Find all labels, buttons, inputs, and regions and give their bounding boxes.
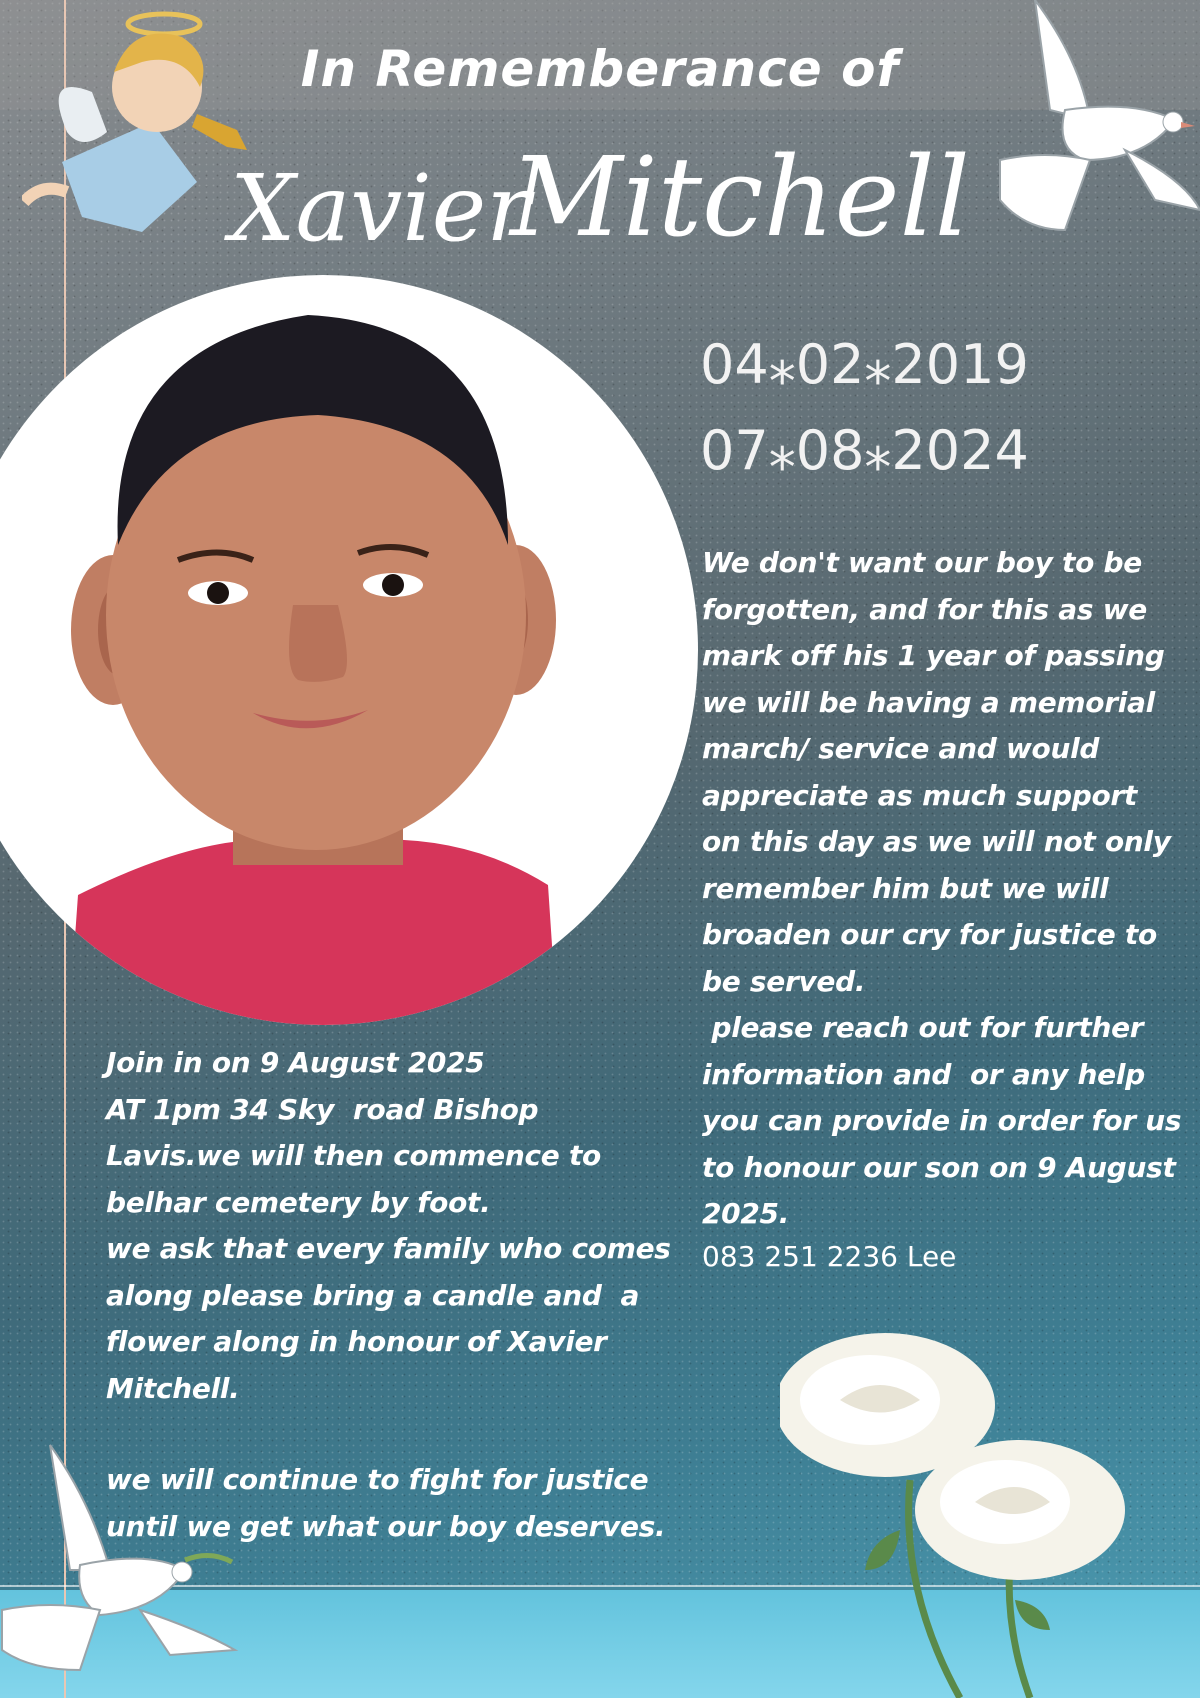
white-dove-icon xyxy=(995,0,1200,250)
dates xyxy=(700,322,1029,494)
closing-statement: we will continue to fight for justice until we get what our boy deserves. xyxy=(106,1463,666,1543)
angel-with-trumpet-icon xyxy=(22,2,252,272)
death-date: 07⁎08⁎2024 xyxy=(700,419,1029,482)
white-dove-icon xyxy=(0,1440,240,1698)
name-script xyxy=(220,90,980,290)
heading: In Rememberance of xyxy=(300,40,900,98)
last-name: Mitchell xyxy=(510,133,970,261)
memorial-message: We don't want our boy to be forgotten, and for this as we mark off his 1 year of passing we will be having a memorial march/ service and would appreciate as much support on this day as we will not only remember him but we will broaden our cry for justice to be served. please reach out for further information and or any help you can provide in order for us to honour our son on 9 August 2025. xyxy=(702,546,1182,1230)
white-roses-icon xyxy=(780,1330,1140,1698)
first-name: Xavier xyxy=(230,155,531,262)
birth-date: 04⁎02⁎2019 xyxy=(700,333,1029,396)
contact-number: 083 251 2236 Lee xyxy=(702,1240,957,1273)
event-details: Join in on 9 August 2025 AT 1pm 34 Sky road Bishop Lavis.we will then commence to belhar cemetery by foot. we ask that every family who comes along please bring a candle and a flower along in honour of Xavier Mitchell. xyxy=(106,1046,671,1405)
